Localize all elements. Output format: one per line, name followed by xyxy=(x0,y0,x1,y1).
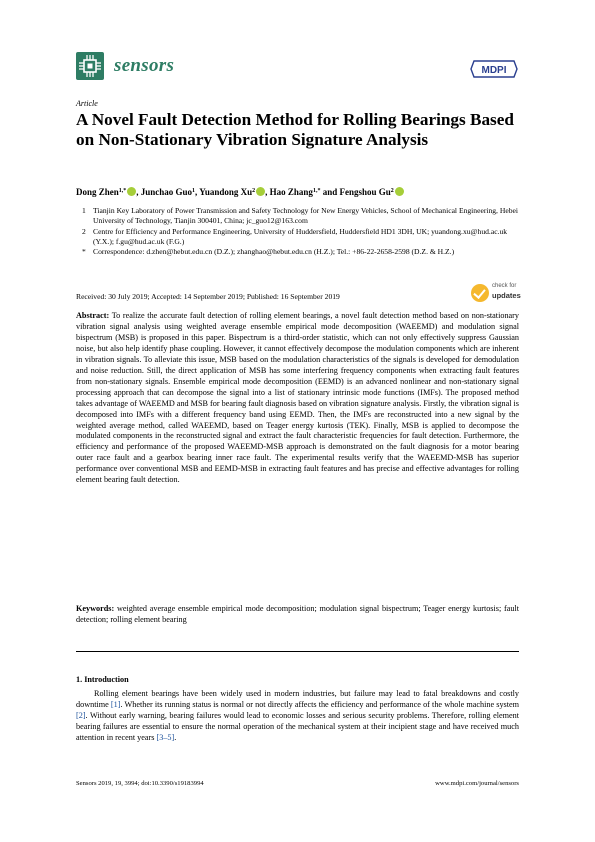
keywords xyxy=(76,604,519,626)
author-name: Yuandong Xu xyxy=(199,187,253,197)
abstract-text: To realize the accurate fault detection of rolling element bearings, a novel fault detection method based on non-stationary vibration signal analysis using weighted average ensemble empirical mode decomposition (WAEEMD) and modulation signal bispectrum (MSB) is proposed in this paper. Bispectrum is a third-order statistic, which can not only effectively suppress Gaussian noise, but also help identify phase coupling. However, it cannot effectively decompose the modulation components which are inherent in vibration signals. To alleviate this issue, MSB based on the modulation characteristics of the signals is developed for demodulation and noise reduction. Still, the direct application of MSB has some interfering frequency components when extracting fault features from non-stationary signals. Ensemble empirical mode decomposition (EEMD) is an advanced nonlinear and non-stationary signal processing approach that can decompose the signal into a list of stationary intrinsic mode functions (IMFs). The proposed method takes advantage of WAEEMD and MSB for bearing fault diagnosis based on vibration signature analysis. Firstly, the vibration signal is decomposed into IMFs with a different frequency band using EEMD. Then, the IMFs are reconstructed into a new signal by the weighted average method, called WAEEMD, based on Teager energy kurtosis (TEK). Finally, MSB is applied to decompose the modulated components in the reconstructed signal and extract the fault characteristic frequencies for fault detection. Furthermore, the efficiency and performance of the proposed WAEEMD-MSB approach is demonstrated on the fault diagnosis for a motor bearing outer race fault and a gearbox bearing inner race fault. The experimental results verify that the WAEEMD-MSB has superior performance over conventional MSB and EEMD-MSB in extracting fault features and has precise and effective advantages for rolling element bearing fault detection. xyxy=(76,311,519,485)
publication-dates: Received: 30 July 2019; Accepted: 14 September 2019; Published: 16 September 2019 xyxy=(76,292,340,301)
journal-name: sensors xyxy=(114,55,175,76)
section-heading: 1. Introduction xyxy=(76,675,129,684)
mdpi-logo xyxy=(470,60,518,78)
author-name: Hao Zhang xyxy=(269,187,313,197)
orcid-icon[interactable] xyxy=(395,187,404,196)
paper-title: A Novel Fault Detection Method for Rolling Bearings Based on Non-Stationary Vibration Signature Analysis xyxy=(76,110,514,149)
author-affil: 1,* xyxy=(118,188,127,194)
keywords-text: weighted average ensemble empirical mode decomposition; modulation signal bispectrum; Teager energy kurtosis; fault detection; rolling element bearing xyxy=(76,604,520,624)
citation-link[interactable]: [3–5] xyxy=(156,732,175,742)
article-type: Article xyxy=(76,99,98,108)
orcid-icon[interactable] xyxy=(127,187,136,196)
correspondence: * Correspondence: d.zhen@hebut.edu.cn (D.Z.); zhanghao@hebut.edu.cn (H.Z.); Tel.: +86-22-2658-2598 (D.Z. & H.Z.) xyxy=(82,247,455,257)
affiliations xyxy=(76,206,526,257)
citation-link[interactable]: [2] xyxy=(76,710,86,720)
sensors-logo-icon xyxy=(76,52,104,80)
citation-link[interactable]: [1] xyxy=(110,699,121,709)
author-list: Dong Zhen$^{1,*}$ , Junchao Guo$^1$, Yuandong Xu$^2$ , Hao Zhang$^{1,*}$ and Fengshou Gu$^2$ xyxy=(76,187,404,197)
affiliation-item: 2 Centre for Efficiency and Performance Engineering, University of Huddersfield, Huddersfield HD1 3DH, UK; yuandong.xu@hud.ac.uk (Y.X.); f.gu@hud.ac.uk (F.G.) xyxy=(82,226,508,246)
abstract-label: Abstract: xyxy=(76,311,110,320)
author-affil: 2 xyxy=(252,188,256,194)
mdpi-logo-text: MDPI xyxy=(481,65,507,76)
author-name: Dong Zhen xyxy=(76,187,119,197)
abstract xyxy=(76,311,519,486)
author-name: Junchao Guo xyxy=(140,187,193,197)
footer-journal-url[interactable]: www.mdpi.com/journal/sensors xyxy=(435,780,519,787)
affiliation-item: 1 Tianjin Key Laboratory of Power Transmission and Safety Technology for New Energy Vehicles, School of Mechanical Engineering, Hebei University of Technology, Tianjin 300401, China; jc_guo12@163.com xyxy=(82,206,518,226)
author-affil: 2 xyxy=(390,188,394,194)
orcid-icon[interactable] xyxy=(256,187,265,196)
footer-citation: Sensors 2019, 19, 3994; doi:10.3390/s19183994 xyxy=(76,780,204,787)
keywords-label: Keywords: xyxy=(76,604,115,613)
author-affil: 1,* xyxy=(312,188,321,194)
check-for-updates-badge[interactable]: check for updates xyxy=(471,283,523,303)
checkmark-icon xyxy=(471,284,489,302)
author-name: Fengshou Gu xyxy=(339,187,391,197)
section-divider xyxy=(76,651,519,652)
author-affil: 1 xyxy=(192,188,196,194)
intro-paragraph: Rolling element bearings have been widely used in modern industries, but failure may lead to fatal breakdowns and costly downtime [1]. Whether its running status is normal or not directly affects the efficiency and performance of the whole machine system [2]. Without early warning, bearing failures would lead to economic losses and serious security problems. Therefore, rolling element bearing failures are essential to ensure the normal operation of the mechanical system at their incipient stage and have received much attention in recent years [3–5]. xyxy=(76,689,520,742)
